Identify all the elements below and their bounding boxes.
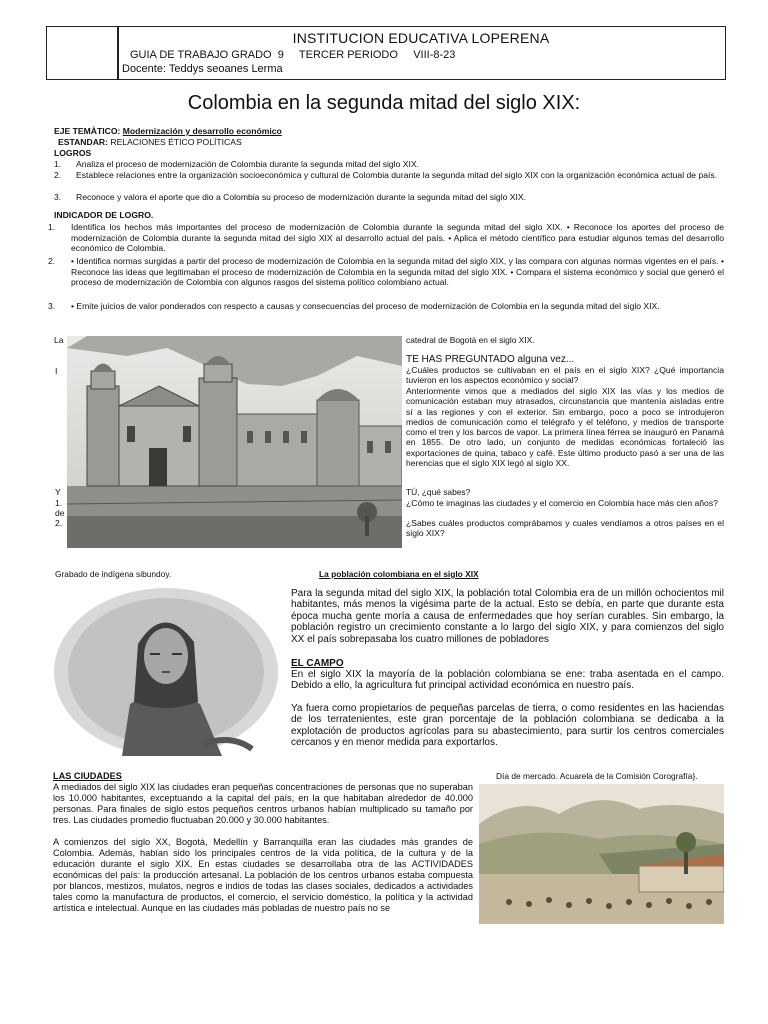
cut-text-fragment: 2. [55,518,63,528]
cities-paragraph-1: A mediados del siglo XIX las ciudades eran pequeñas concentraciones de personas que no superaban los 10.000 habitantes, exceptuando a la capital del país, en la que habitaban alrededor de 40.000 personas. Para finales de siglo estos pequeños centros urbanos habían multiplicado su tamaño por tres. Las ciudades promedio fluctuaban 20.000 y 30.000 habitantes. [53,782,473,825]
indicador-number: 1. [48,222,56,232]
eje-line [54,126,282,137]
market-painting [479,784,724,924]
tu-question-1: ¿Cómo te imaginas las ciudades y el comercio en Colombia hace más cien años? [406,498,718,508]
engraving-caption: Grabado de indígena sibundoy. [55,569,172,579]
logro-number: 2. [54,170,62,180]
cut-text-fragment: de [55,508,65,518]
page-title: Colombia en la segunda mitad del siglo XIX: [187,92,581,114]
estandar-line [58,137,242,148]
market-caption: Día de mercado. Acuarela de la Comisión Corografía}. [496,771,698,781]
indicador-label: INDICADOR DE LOGRO. [54,210,154,220]
logro-item: Establece relaciones entre la organización socioeconómica y cultural de Colombia durante la segunda mitad del siglo XIX con la organización económica actual de país. [76,170,718,180]
estandar-label: ESTANDAR: [58,137,108,147]
cut-text-fragment: I [55,366,58,376]
question-paragraph: Anteriormente vimos que a mediados del siglo XIX las vías y los medios de comunicación estaban muy atrasados, circunstancia que mantenía aisladas entre sí a las regiones y con el exterior. Sin embargo, poco a poco se introdujeron medios de comunicación como el telégrafo y el teléfono, y medios de transporte como el tren y los barcos de vapor. La primera línea férrea se inauguró en Panamá en 1855. De otro lado, un conjunto de medidas económicas fortaleció las exportaciones de quina, tabaco y café. Este último producto pasó a ser una de las herencias que el siglo XIX legó al siglo XX. [406,386,724,469]
logro-number: 3. [54,192,62,202]
indicador-item: Identifica los hechos más importantes del proceso de modernización de Colombia durante la segunda mitad del siglo XIX. • Reconoce los aportes del proceso de modernización de Colombia durante la segunda mitad del siglo XIX al desarrollo actual del país. • Aplica el método científico para estudiar algunos temas del desarrollo económico de Colombia. [71,222,724,254]
teacher-name: Docente: Teddys seoanes Lerma [122,63,283,75]
eje-label: EJE TEMÀTICO: [54,126,121,136]
population-paragraph: Para la segunda mitad del siglo XIX, la población total Colombia era de un millón ochocientos mil habitantes, más menos la vigésima parte de la actual. Esto se debía, en parte que durante esta época mucha gente moría a causa de enfermedades que hoy serían curables. Sin embargo, la población registro un crecimiento constante a lo largo del siglo XIX, y para comienzos del siglo XX el país sobrepasaba los cuatro millones de pobladores [291,588,724,645]
eje-value: Modernización y desarrollo económico [122,126,282,136]
logros-label: LOGROS [54,148,92,158]
school-name: INSTITUCION EDUCATIVA LOPERENA [292,30,550,46]
tu-title: TÚ, ¿qué sabes? [406,487,471,497]
tu-question-2: ¿Sabes cuáles productos comprábamos y cuales vendíamos a otros países en el siglo XIX? [406,518,724,539]
cut-text-fragment: Y [55,487,61,497]
cities-paragraph-2: A comienzos del siglo XX, Bogotá, Medellín y Barranquilla eran las ciudades más grandes de Colombia. Además, habían sido los principales centros de la vida política, de la cultura y de la educación durante el siglo XIX. En estas ciudades se desarrollaba otra de las ACTIVIDADES económicas del país: la producción artesanal. La población de los centros urbanos estaba compuesta por blancos, mestizos, mulatos, negros e indios de todas las clases sociales, dedicados a actividades tales como la manufactura de productos, el comercio, el servicio doméstico, la política y la actividad artística e intelectual. Aunque en las ciudades más pobladas de nuestro país no se [53,837,473,913]
indicador-number: 2. [48,256,56,266]
logro-item: Reconoce y valora el aporte que dio a Colombia su proceso de modernización durante la segunda mitad del siglo XIX. [76,192,527,202]
campo-paragraph-1: En el siglo XIX la mayoría de la población colombiana se ene: traba asentada en el campo. Debido a ello, la agricultura fut principal actividad económica en nuestro país. [291,669,724,692]
logro-item: Analiza el proceso de modernización de Colombia durante la segunda mitad del siglo XIX. [76,159,419,169]
campo-paragraph-2: Ya fuera como propietarios de pequeñas parcelas de tierra, o como residentes en las haciendas de los terratenientes, este gran porcentaje de la población colombiana se dedicaba a la explotación de productos agrícolas para su abastecimiento, para surtir los centros comerciales cercanos y en menor medida para exportarlos. [291,703,724,749]
logro-number: 1. [54,159,62,169]
question-title: TE HAS PREGUNTADO alguna vez... [406,354,575,365]
indicador-item: • Emite juicios de valor ponderados con respecto a causas y consecuencias del proceso de modernización de Colombia en la segunda mitad del siglo XIX. [71,301,660,311]
guide-info: GUIA DE TRABAJO GRADO 9 TERCER PERIODO VIII-8-23 [130,49,456,61]
population-heading: La población colombiana en el siglo XIX [319,569,479,579]
estandar-value: RELACIONES ÉTICO POLÍTICAS [110,137,242,147]
cut-text-fragment: La [54,335,64,345]
cut-text-fragment: 1. [55,498,63,508]
sibundoy-engraving [52,584,280,756]
cities-heading: LAS CIUDADES [53,771,122,781]
campo-heading: EL CAMPO [291,658,344,669]
cathedral-photo [67,336,402,548]
indicador-number: 3. [48,301,56,311]
cathedral-caption: catedral de Bogotá en el siglo XIX. [406,335,535,345]
question-text: ¿Cuáles productos se cultivaban en el país en el siglo XIX? ¿Qué importancia tuvieron en los aspectos económico y social? [406,365,724,386]
indicador-item: • Identifica normas surgidas a partir del proceso de modernización de Colombia en la segunda mitad del siglo XIX, y las compara con algunas normas vigentes en el país. • Reconoce las ideas que legitimaban el proceso de modernización de Colombia en la segunda mitad del siglo XIX. • Compara el sistema económico y social que generó el proceso de modernización de Colombia con algunos rasgos del sistema político colombiano actual. [71,256,724,288]
